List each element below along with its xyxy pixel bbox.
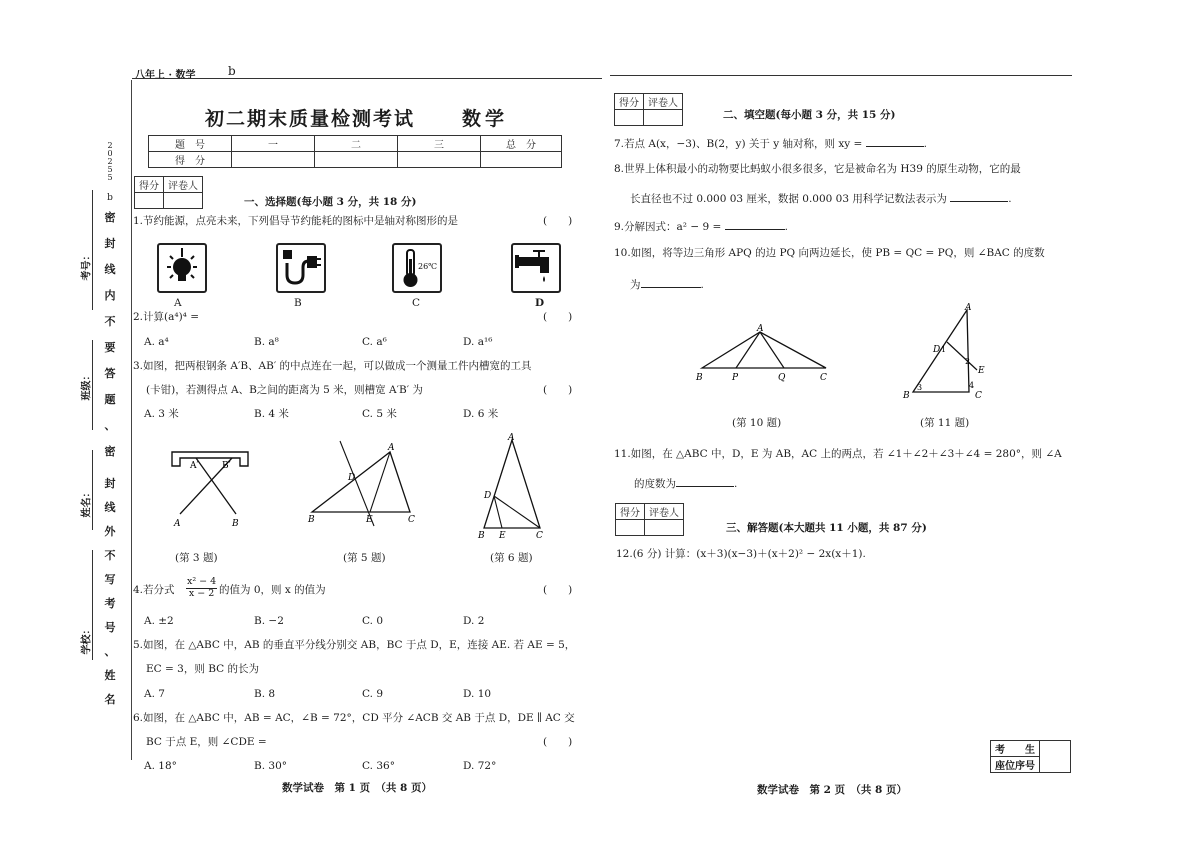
thermometer-icon — [392, 243, 442, 293]
q2-paren: ( ) — [543, 311, 573, 323]
xingming-field[interactable] — [92, 450, 93, 530]
grader-score-cell[interactable] — [616, 520, 645, 536]
fig3-label-b: B — [232, 519, 239, 529]
fig6-label-b: B — [478, 531, 485, 541]
exam-title: 初二期末质量检测考试 — [205, 108, 416, 130]
seat-label-line1: 考 生 — [991, 741, 1040, 757]
footer-right: 数学试卷 第 2 页 （共 8 页） — [757, 784, 907, 796]
q11-line2: 的度数为 . — [634, 478, 738, 490]
q3-option-c: C. 5 米 — [362, 408, 397, 420]
q4-option-d: D. 2 — [463, 615, 485, 627]
figure-q6 — [470, 432, 560, 544]
grader-box-1 — [134, 176, 203, 209]
q2-option-a: A. a⁴ — [144, 336, 169, 348]
caption-q3: (第 3 题) — [175, 552, 218, 564]
score-label-cell: 得 分 — [149, 152, 232, 168]
seal-warning-1: 密 封 线 内 不 要 答 题 、 密 — [104, 211, 116, 458]
fig6-label-d: D — [484, 491, 492, 501]
seat-number-box — [990, 740, 1071, 773]
q6-line2: BC 于点 E，则 ∠CDE = — [146, 736, 267, 748]
score-header-cell: 题 号 — [149, 136, 232, 152]
fig6-label-a: A — [508, 433, 515, 443]
q3-paren: ( ) — [543, 384, 573, 396]
label-xingming: 姓名： — [81, 487, 93, 518]
score-header-cell: 总 分 — [481, 136, 562, 152]
grader-name-label: 评卷人 — [645, 504, 684, 520]
fig6-label-c: C — [536, 531, 543, 541]
q1-text: 1.节约能源，点亮未来，下列倡导节约能耗的图标中是轴对称图形的是 — [133, 215, 459, 227]
fig11-label-b: B — [903, 391, 910, 401]
fig10-label-q: Q — [778, 373, 786, 383]
label-xuexiao: 学校： — [81, 624, 93, 655]
q11-answer-blank[interactable] — [676, 477, 734, 487]
label-banji: 班级： — [81, 370, 93, 401]
grader-score-cell[interactable] — [135, 193, 164, 209]
thermometer-reading: 26℃ — [418, 262, 438, 271]
seal-warning-2: 封 线 外 不 写 考 号 、 姓 名 — [104, 477, 116, 706]
caption-q5: (第 5 题) — [343, 552, 386, 564]
q4-paren: ( ) — [543, 584, 573, 596]
q1-label-c: C — [412, 297, 421, 309]
q10-answer-blank[interactable] — [641, 278, 701, 288]
q5-option-d: D. 10 — [463, 688, 492, 700]
fig5-label-e: E — [366, 515, 373, 525]
q6-option-d: D. 72° — [463, 760, 497, 772]
fig11-label-a: A — [965, 303, 972, 313]
q1-label-d: D — [535, 297, 545, 309]
grader-name-label: 评卷人 — [644, 94, 683, 110]
q8-line1: 8.世界上体积最小的动物要比蚂蚁小很多很多，它是被命名为 H39 的原生动物，它的最 — [614, 163, 1021, 175]
q3-option-a: A. 3 米 — [144, 408, 179, 420]
fig11-angle-3: 3 — [917, 383, 923, 392]
q2-option-d: D. a¹⁶ — [463, 336, 493, 348]
fig5-label-c: C — [408, 515, 415, 525]
caption-q6: (第 6 题) — [490, 552, 533, 564]
grader-score-label: 得分 — [615, 94, 644, 110]
q8-line2: 长直径也不过 0.000 03 厘米，数据 0.000 03 用科学记数法表示为 . — [630, 193, 1012, 205]
exam-subject: 数学 — [462, 108, 509, 130]
fig11-angle-4: 4 — [969, 381, 975, 390]
q11-line1: 11.如图，在 △ABC 中，D，E 为 AB，AC 上的两点，若 ∠1＋∠2＋∠3＋∠4 = 280°，则 ∠A — [614, 448, 1062, 460]
grader-box-2 — [614, 93, 683, 126]
figure-q3 — [160, 436, 270, 531]
footer-left: 数学试卷 第 1 页 （共 8 页） — [282, 782, 432, 794]
label-kaohao: 考号： — [81, 250, 93, 281]
q1-label-a: A — [174, 297, 182, 309]
score-header-cell: 一 — [232, 136, 315, 152]
grader-name-cell[interactable] — [645, 520, 684, 536]
score-cell[interactable] — [315, 152, 398, 168]
score-cell[interactable] — [481, 152, 562, 168]
q4-denominator: x − 2 — [188, 587, 215, 599]
q9-answer-blank[interactable] — [725, 220, 785, 230]
score-header-cell: 二 — [315, 136, 398, 152]
grader-score-label: 得分 — [135, 177, 164, 193]
fig6-label-e: E — [499, 531, 506, 541]
caption-q11: (第 11 题) — [920, 417, 970, 429]
fig11-angle-2: 2 — [965, 357, 971, 366]
fig5-label-b: B — [308, 515, 315, 525]
q2-option-b: B. a⁸ — [254, 336, 279, 348]
q4-fraction — [186, 577, 217, 600]
q3-line1: 3.如图，把两根钢条 A′B、AB′ 的中点连在一起，可以做成一个测量工件内槽宽的工具 — [133, 360, 532, 372]
q4-option-c: C. 0 — [362, 615, 384, 627]
fig11-label-d: D — [933, 345, 941, 355]
q6-option-b: B. 30° — [254, 760, 288, 772]
q4-option-a: A. ±2 — [144, 615, 174, 627]
q7-answer-blank[interactable] — [866, 137, 924, 147]
q6-paren: ( ) — [543, 736, 573, 748]
q9-text: 9.分解因式：a² − 9 = . — [614, 221, 788, 233]
figure-q5 — [300, 436, 430, 531]
q1-paren: ( ) — [543, 215, 573, 227]
grader-score-label: 得分 — [616, 504, 645, 520]
q1-label-b: B — [294, 297, 302, 309]
q3-line2: (卡钳)，若测得点 A、B之间的距离为 5 米，则槽宽 A′B′ 为 — [146, 384, 423, 396]
q4-prefix: 4.若分式 — [133, 584, 175, 596]
q4-suffix: 的值为 0，则 x 的值为 — [219, 584, 326, 596]
score-cell[interactable] — [398, 152, 481, 168]
grader-name-cell[interactable] — [164, 193, 203, 209]
xuexiao-field[interactable] — [92, 550, 93, 660]
q6-option-a: A. 18° — [144, 760, 177, 772]
fig11-angle-1: 1 — [941, 345, 947, 354]
score-cell[interactable] — [232, 152, 315, 168]
q3-option-b: B. 4 米 — [254, 408, 289, 420]
fig11-label-e: E — [978, 366, 985, 376]
q10-line2: 为 . — [630, 279, 704, 291]
faucet-icon — [511, 243, 561, 293]
grader-name-label: 评卷人 — [164, 177, 203, 193]
grader-score-cell[interactable] — [615, 110, 644, 126]
q5-option-a: A. 7 — [144, 688, 165, 700]
fig10-label-p: P — [732, 373, 739, 383]
binding-line — [131, 80, 132, 760]
fig10-label-a: A — [757, 324, 764, 334]
fig11-label-c: C — [975, 391, 982, 401]
header-tag: 八年上 · 数学 — [135, 70, 196, 81]
fig10-label-b: B — [696, 373, 703, 383]
plug-icon — [276, 243, 326, 293]
bulb-icon — [157, 243, 207, 293]
q6-line1: 6.如图，在 △ABC 中，AB = AC，∠B = 72°，CD 平分 ∠ACB 交 AB 于点 D，DE ∥ AC 交 — [133, 712, 575, 724]
caption-q10: (第 10 题) — [732, 417, 782, 429]
q5-option-b: B. 8 — [254, 688, 276, 700]
q7-text: 7.若点 A(x，−3)、B(2，y) 关于 y 轴对称，则 xy = . — [614, 138, 928, 150]
q4-numerator: x² − 4 — [187, 576, 217, 587]
header-rule-right — [610, 75, 1072, 76]
q2-text: 2.计算(a⁴)⁴ = — [133, 311, 200, 323]
section2-heading: 二、填空题(每小题 3 分，共 15 分) — [723, 109, 896, 121]
q5-option-c: C. 9 — [362, 688, 384, 700]
fig3-label-a: A — [174, 519, 181, 529]
q2-option-c: C. a⁶ — [362, 336, 387, 348]
fig5-label-a: A — [388, 443, 395, 453]
score-header-cell: 三 — [398, 136, 481, 152]
fig5-label-d: D — [348, 473, 356, 483]
grader-box-3 — [615, 503, 684, 536]
banji-field[interactable] — [92, 340, 93, 430]
q4-option-b: B. −2 — [254, 615, 284, 627]
fig10-label-c: C — [820, 373, 827, 383]
q12-text: 12.(6 分) 计算：(x＋3)(x−3)＋(x＋2)² − 2x(x＋1). — [616, 548, 866, 560]
q3-option-d: D. 6 米 — [463, 408, 499, 420]
score-table — [148, 135, 562, 168]
grader-name-cell[interactable] — [644, 110, 683, 126]
seat-label-line2: 座位序号 — [991, 757, 1040, 773]
section1-heading: 一、选择题(每小题 3 分，共 18 分) — [244, 196, 417, 208]
section3-heading: 三、解答题(本大题共 11 小题，共 87 分) — [726, 522, 927, 534]
kaohao-field[interactable] — [92, 190, 93, 310]
q8-answer-blank[interactable] — [950, 192, 1008, 202]
header-version: b — [228, 64, 236, 78]
q5-line2: EC = 3，则 BC 的长为 — [146, 663, 259, 675]
year-code: 2 0 2 5 5 b — [107, 141, 113, 203]
q6-option-c: C. 36° — [362, 760, 395, 772]
q10-line1: 10.如图，将等边三角形 APQ 的边 PQ 向两边延长，使 PB = QC = PQ，则 ∠BAC 的度数 — [614, 247, 1045, 259]
fig3-label-b-prime: B′ — [222, 461, 231, 471]
header-rule-left — [132, 78, 602, 79]
figure-q11 — [895, 300, 1005, 402]
seat-number-cell[interactable] — [1040, 741, 1071, 773]
figure-q10 — [690, 320, 840, 388]
fig3-label-a-prime: A′ — [190, 461, 199, 471]
q5-line1: 5.如图，在 △ABC 中，AB 的垂直平分线分别交 AB，BC 于点 D，E，连接 AE. 若 AE = 5， — [133, 639, 576, 651]
